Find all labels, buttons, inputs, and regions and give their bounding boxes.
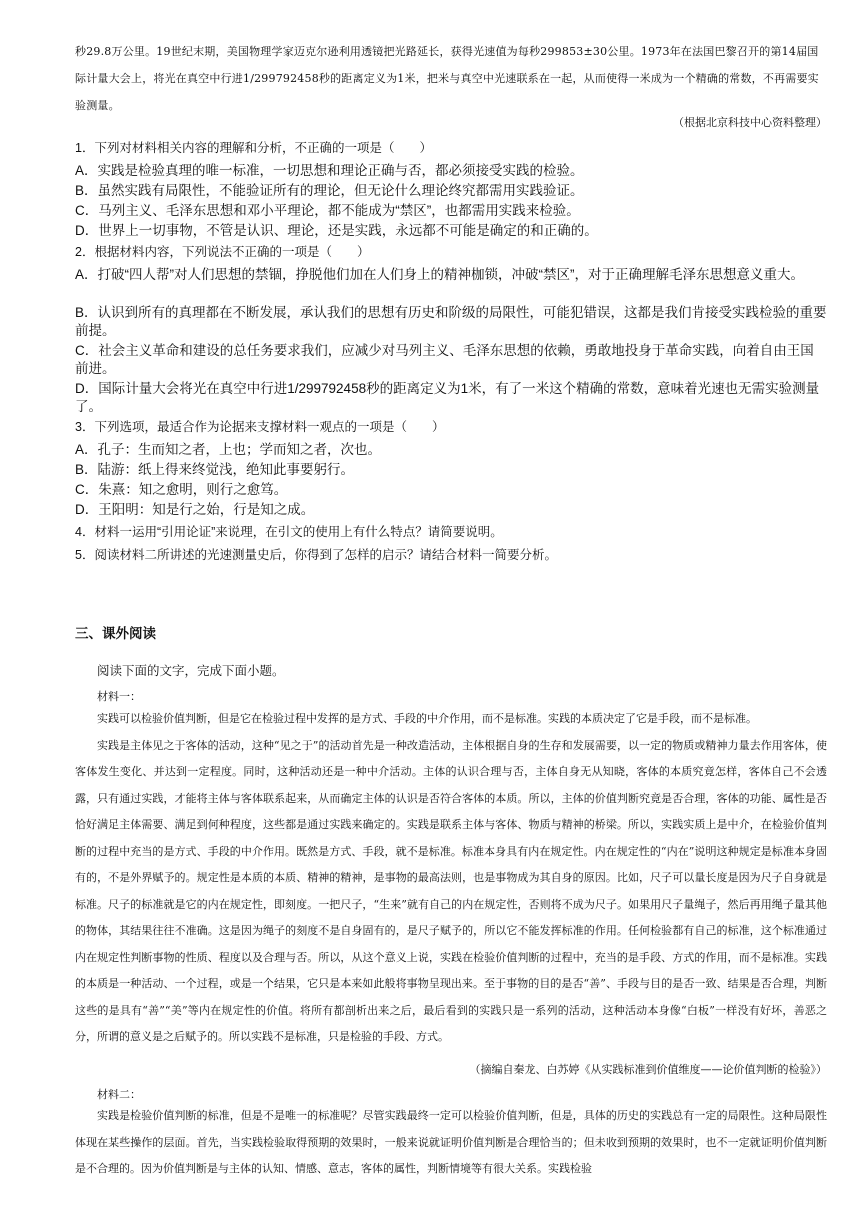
question-3-option-a: A．孔子：生而知之者，上也；学而知之者，次也。 — [75, 442, 382, 457]
section-title: 三、课外阅读 — [75, 626, 156, 641]
question-1-option-b: B．虽然实践有局限性，不能验证所有的理论，但无论什么理论终究都需用实践验证。 — [75, 183, 584, 198]
source-note-2: （摘编自秦龙、白苏婷《从实践标准到价值维度——论价值判断的检验》） — [469, 1063, 827, 1076]
material-1-paragraph: 实践是主体见之于客体的活动，这种“见之于”的活动首先是一种改造活动，主体根据自身的生存和发展需要，以一定的物质或精神力量去作用客体，使客体发生变化、并达到一定程度。同时，这种活动还是一种中介活动。主体的认识合理与否，主体自身无从知晓，客体的本质究竟怎样，客体自己不会透露，只有通过实践，才能将主体与客体联系起来，从而确定主体的认识是否符合客体的本质。所以，主体的价值判断究竟是否合理，客体的功能、属性是否恰好满足主体需要、满足到何种程度，这些都是通过实践来确定的。实践是联系主体与客体、物质与精神的桥梁。所以，实践实质上是中介，在检验价值判断的过程中充当的是方式、手段的中介作用。既然是方式、手段，就不是标准。标准本身具有内在规定性。内在规定性的“内在”说明这种规定是标准本身固有的，不是外界赋予的。规定性是本质的本质、精神的精神，是事物的最高法则，也是事物成为其自身的原因。比如，尺子可以量长度是因为尺子自身就是标准。尺子的标准就是它的内在规定性，即刻度。一把尺子，“生来”就有自己的内在规定性，否则将不成为尺子。如果用尺子量绳子，然后再用绳子量其他的物体，其结果往往不准确。这是因为绳子的刻度不是自身固有的，是尺子赋予的，所以它不能发挥标准的作用。任何检验都有自己的标准，这个标准通过内在规定性判断事物的性质、程度以及合理与否。所以，从这个意义上说，实践在检验价值判断的过程中，充当的是手段、方式的作用，而不是标准。实践的本质是一种活动、一个过程，或是一个结果，它只是本来如此般将事物呈现出来。至于事物的目的是否“善”、手段与目的是否一致、结果是否合理，判断这些的是具有“善”“美”等内在规定性的价值。将所有都剖析出来之后，最后看到的实践只是一系列的活动，这种活动本身像“白板”一样没有好坏，善恶之分，所谓的意义是之后赋予的。所以实践不是标准，只是检验的手段、方式。 — [75, 738, 827, 1043]
source-note-1: （根据北京科技中心资料整理） — [673, 116, 827, 129]
material-2-body — [75, 1103, 827, 1183]
question-1-option-c: C．马列主义、毛泽东思想和邓小平理论，都不能成为“禁区”，也都需用实践来检验。 — [75, 203, 580, 218]
question-5: 5．阅读材料二所讲述的光速测量史后，你得到了怎样的启示？请结合材料一简要分析。 — [75, 548, 557, 562]
question-3-option-b: B．陆游：纸上得来终觉浅，绝知此事要躬行。 — [75, 462, 355, 477]
question-4: 4．材料一运用“引用论证”来说理，在引文的使用上有什么特点？请简要说明。 — [75, 525, 503, 539]
question-2-stem: 2．根据材料内容，下列说法不正确的一项是（ ） — [75, 245, 370, 259]
question-1-stem: 1．下列对材料相关内容的理解和分析，不正确的一项是（ ） — [75, 141, 432, 155]
question-1-option-d: D．世界上一切事物，不管是认识、理论，还是实践，永远都不可能是确定的和正确的。 — [75, 223, 598, 238]
material-1-paragraph: 实践可以检验价值判断，但是它在检验过程中发挥的是方式、手段的中介作用，而不是标准。实践的本质决定了它是手段，而不是标准。 — [97, 712, 757, 725]
question-3-stem: 3．下列选项，最适合作为论据来支撑材料一观点的一项是（ ） — [75, 420, 445, 434]
reading-instruction: 阅读下面的文字，完成下面小题。 — [97, 664, 285, 678]
question-2-option-a: A．打破“四人帮”对人们思想的禁锢，挣脱他们加在人们身上的精神枷锁，冲破“禁区”，对于正确理解毛泽东思想意义重大。 — [75, 267, 804, 282]
question-1-option-a: A．实践是检验真理的唯一标准，一切思想和理论正确与否，都必须接受实践的检验。 — [75, 163, 584, 178]
material-2-label: 材料二： — [97, 1088, 141, 1101]
question-2-option-c: C．社会主义革命和建设的总任务要求我们，应减少对马列主义、毛泽东思想的依赖，勇敢地投身于革命实践，向着自由王国前进。 — [75, 343, 814, 376]
top-paragraph: 秒29.8万公里。19世纪末期，美国物理学家迈克尔逊利用透镜把光路延长，获得光速值为每秒299853±30公里。1973年在法国巴黎召开的第14届国际计量大会上，将光在真空中行进1/299792458秒的距离定义为1米，把米与真空中光速联系在一起，从而使得一米成为一个精确的常数，不再需要实验测量。 — [75, 45, 819, 112]
question-3-option-d: D．王阳明：知是行之始，行是知之成。 — [75, 502, 315, 517]
material-1-label: 材料一： — [97, 690, 141, 703]
material-1-body — [75, 706, 827, 1051]
question-2-option-b: B．认识到所有的真理都在不断发展，承认我们的思想有历史和阶级的局限性，可能犯错误，这都是我们肯接受实践检验的重要前提。 — [75, 305, 827, 338]
material-2-paragraph: 实践是检验价值判断的标准，但是不是唯一的标准呢？尽管实践最终一定可以检验价值判断，但是，具体的历史的实践总有一定的局限性。这种局限性体现在某些操作的层面。首先，当实践检验取得预期的效果时，一般来说就证明价值判断是合理恰当的；但未收到预期的效果时，也不一定就证明价值判断是不合理的。因为价值判断是与主体的认知、情感、意志，客体的属性，判断情境等有很大关系。实践检验 — [75, 1109, 827, 1175]
question-2-option-d: D．国际计量大会将光在真空中行进1/299792458秒的距离定义为1米，有了一米这个精确的常数，意味着光速也无需实验测量了。 — [75, 381, 820, 414]
question-3-option-c: C．朱熹：知之愈明，则行之愈笃。 — [75, 482, 288, 497]
